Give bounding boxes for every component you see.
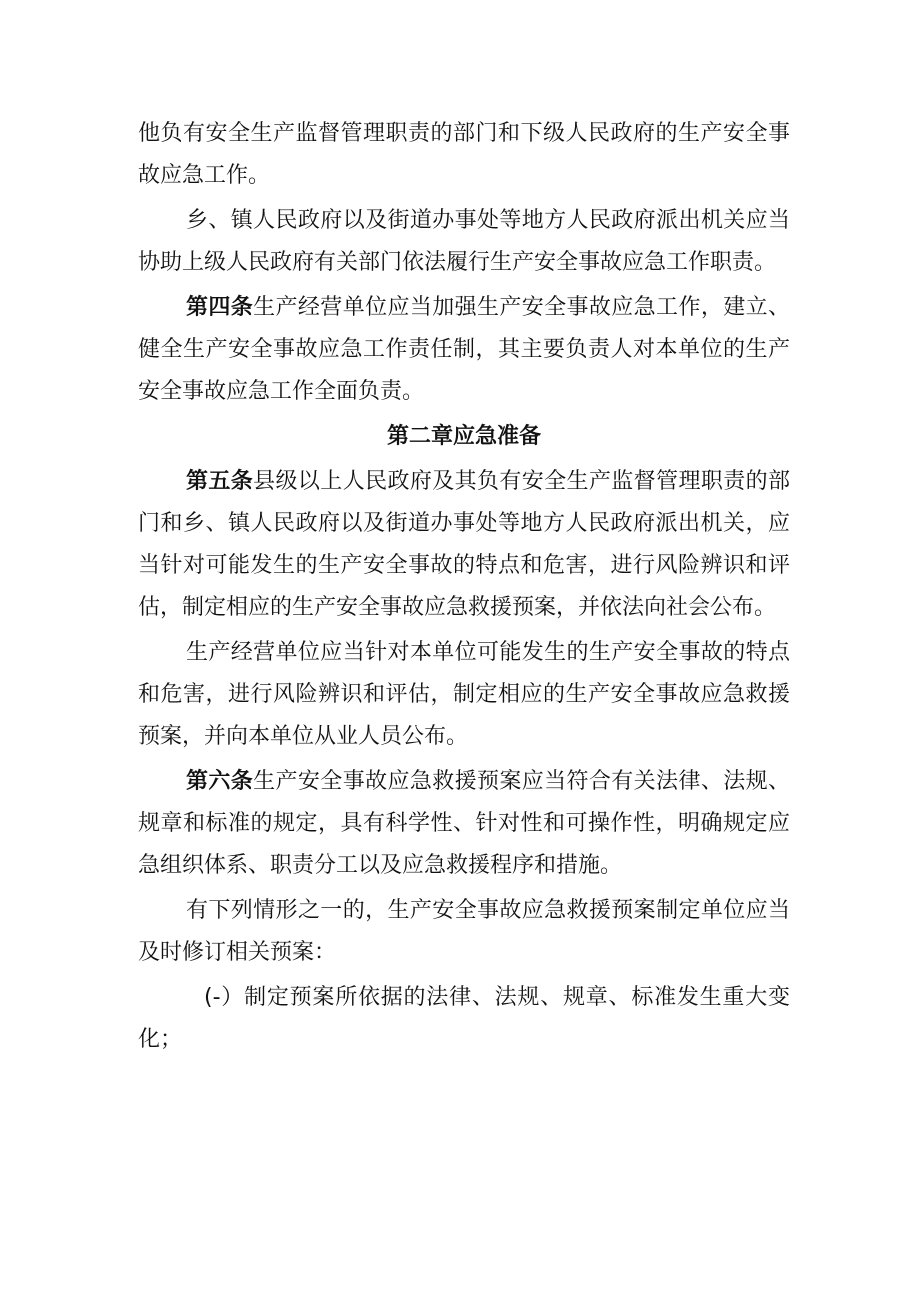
article-6	[138, 761, 790, 887]
list-item-text: (-）制定预案所依据的法律、法规、规章、标准发生重大变化；	[138, 985, 790, 1052]
paragraph-revision-conditions	[138, 890, 790, 974]
paragraph-text: 乡、镇人民政府以及街道办事处等地方人民政府派出机关应当协助上级人民政府有关部门依法履行生产安全事故应急工作职责。	[138, 208, 790, 275]
article-label: 第五条	[186, 469, 254, 494]
article-text: 生产安全事故应急救援预案应当符合有关法律、法规、规章和标准的规定，具有科学性、针对性和可操作性，明确规定应急组织体系、职责分工以及应急救援程序和措施。	[138, 769, 790, 878]
article-text: 生产经营单位应当加强生产安全事故应急工作，建立、健全生产安全事故应急工作责任制，其主要负责人对本单位的生产安全事故应急工作全面负责。	[138, 295, 790, 404]
article-label: 第四条	[186, 295, 254, 320]
paragraph-text: 有下列情形之一的，生产安全事故应急救援预案制定单位应当及时修订相关预案：	[138, 898, 790, 965]
paragraph-text: 生产经营单位应当针对本单位可能发生的生产安全事故的特点和危害，进行风险辨识和评估，制定相应的生产安全事故应急救援预案，并向本单位从业人员公布。	[138, 640, 790, 749]
document-body	[138, 113, 790, 1064]
chapter-title: 第二章应急准备	[386, 424, 541, 449]
article-text: 县级以上人民政府及其负有安全生产监督管理职责的部门和乡、镇人民政府以及街道办事处等地方人民政府派出机关，应当针对可能发生的生产安全事故的特点和危害，进行风险辨识和评估，制定相应的生产安全事故应急救援预案，并依法向社会公布。	[138, 469, 790, 620]
list-item-1	[138, 977, 790, 1061]
paragraph-enterprise-plan	[138, 632, 790, 758]
paragraph-text: 他负有安全生产监督管理职责的部门和下级人民政府的生产安全事故应急工作。	[138, 121, 790, 188]
article-5	[138, 461, 790, 629]
paragraph-township-duty	[138, 200, 790, 284]
paragraph-continuation	[138, 113, 790, 197]
article-4	[138, 287, 790, 413]
article-label: 第六条	[186, 769, 254, 794]
